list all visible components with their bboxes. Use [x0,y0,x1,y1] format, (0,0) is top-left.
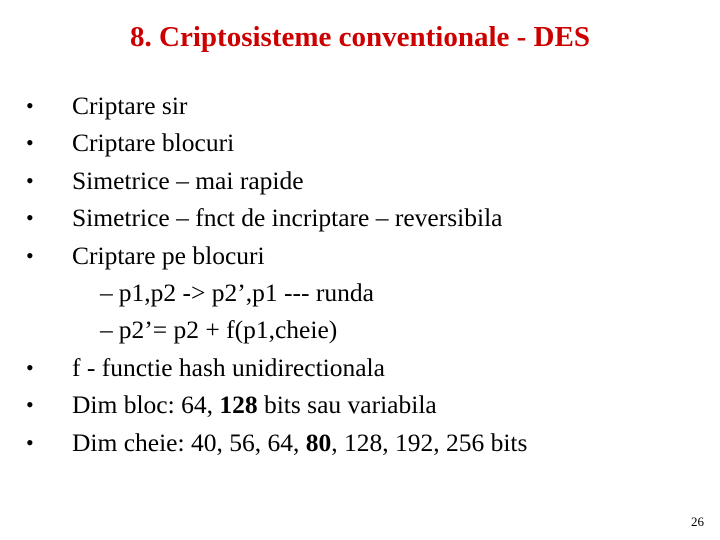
bullet-dot-icon: • [26,130,34,156]
bullet-item [26,162,700,199]
sub-bullet-item [26,274,700,311]
bullet-dot-icon: • [26,392,34,418]
slide-title: 8. Criptosisteme conventionale - DES [130,21,590,53]
bullet-text-bold: 128 [219,390,258,420]
sub-bullet-item [26,311,700,348]
bullet-dot-icon: • [26,242,34,268]
dash-icon: – [100,315,113,345]
bullet-text: Criptare pe blocuri [72,240,265,270]
bullet-text-after: , 128, 192, 256 bits [331,427,528,457]
bullet-item [26,349,700,386]
bullet-text: f - functie hash unidirectionala [72,352,385,382]
bullet-item [26,424,700,461]
bullet-text: Criptare sir [72,91,188,120]
dash-icon: – [100,277,113,307]
bullet-text-bold: 80 [305,427,332,457]
bullet-text-before: Dim cheie: 40, 56, 64, [72,427,306,457]
sub-bullet-text: p2’= p2 + f(p1,cheie) [118,315,338,345]
bullet-text-after: bits sau variabila [257,390,437,420]
bullet-list [26,87,700,461]
bullet-dot-icon: • [26,93,34,118]
bullet-item [26,199,700,236]
sub-bullet-text: p1,p2 -> p2’,p1 --- runda [118,277,374,307]
bullet-text: Criptare blocuri [72,128,235,158]
bullet-text-before: Dim bloc: 64, [72,390,220,420]
bullet-item [26,386,700,423]
bullet-item [26,87,700,124]
bullet-item [26,237,700,274]
bullet-dot-icon: • [26,429,34,455]
bullet-text: Simetrice – fnct de incriptare – reversibila [72,203,503,233]
bullet-dot-icon: • [26,354,34,380]
bullet-text: Simetrice – mai rapide [72,165,304,195]
bullet-dot-icon: • [26,205,34,231]
bullet-item [26,124,700,161]
bullet-dot-icon: • [26,167,34,193]
page-number: 26 [691,514,704,529]
